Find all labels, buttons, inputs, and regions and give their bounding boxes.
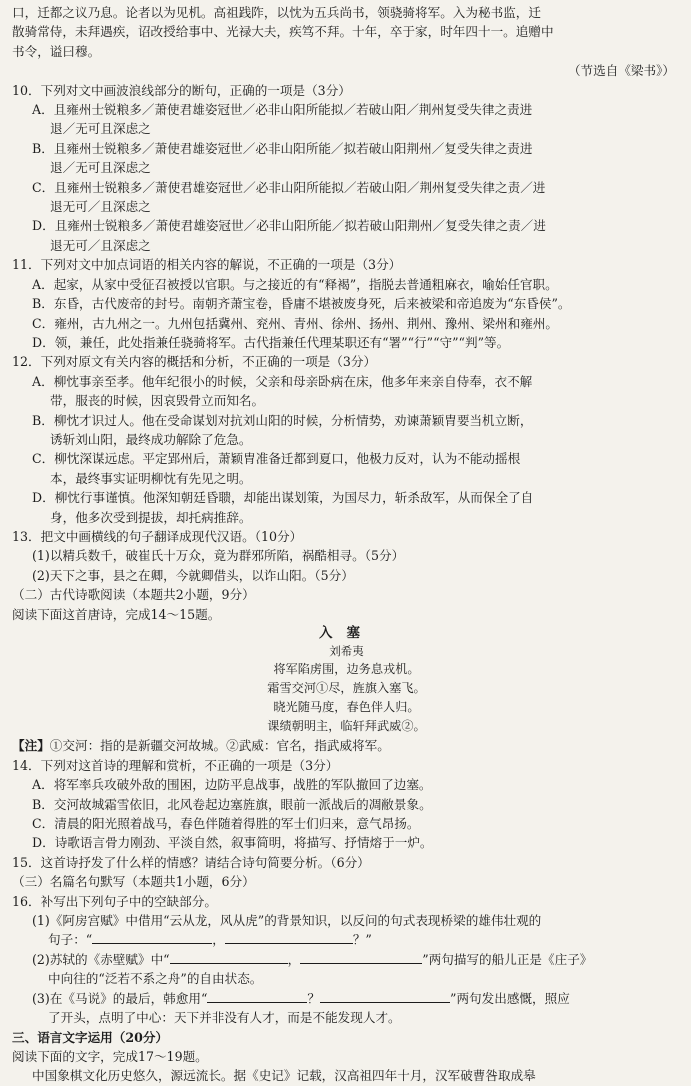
q16-text: ？ [307,990,320,1006]
q10-option-line: 退无可／且深虑之 [50,199,151,215]
part-3-instruction: 阅读下面的文字，完成17～19题。 [12,1048,208,1064]
q12-option-a [12,372,681,411]
note-text: ①交河：指的是新疆交河故城。②武威：官名，指武威将军。 [49,738,390,754]
question-15-stem: 15．这首诗抒发了什么样的情感？请结合诗句简要分析。（6分） [12,854,370,870]
q12-option-line: D．柳忱行事谨慎。他深知朝廷昏聩，却能出谋划策，为国尽力，斩杀敌军，从而保全了自 [32,490,534,506]
poem-note [12,736,681,755]
q14-option-b: B．交河故城霜雪依旧，北风卷起边塞旌旗，眼前一派战后的凋敝景象。 [32,796,432,812]
q16-text: (2)苏轼的《赤壁赋》中“ [32,951,170,967]
part-3-passage-line: 中国象棋文化历史悠久，源远流长。据《史记》记载，汉高祖四年十月，汉军破曹咎取成皋 [32,1068,536,1084]
poem-line: 课绩朝明主，临轩拜武威②。 [267,719,426,734]
q10-option-line: A．且雍州士锐粮多／萧使君雄姿冠世／必非山阳所能拟／若破山阳／荆州复受失律之责进 [32,102,533,118]
q12-option-line: 本，最终事实证明柳忱有先见之明。 [50,470,252,486]
answer-blank[interactable] [170,950,288,964]
question-10-stem: 10．下列对文中画波浪线部分的断句，正确的一项是（3分） [12,82,351,98]
poem-line: 霜雪交河①尽，旌旗入塞飞。 [267,681,426,696]
q12-option-line: A．柳忱事亲至孝。他年纪很小的时候，父亲和母亲卧病在床，他多年来亲自侍奉，衣不解 [32,373,533,389]
passage-line: 散骑常侍，未拜遇疾，诏改授给事中、光禄大夫，疾笃不拜。十年，卒于家，时年四十一。追赠中 [12,24,554,40]
q10-option-d [12,216,681,255]
q14-option-a: A．将军率兵攻破外敌的围困，边防平息战事，战胜的军队撤回了边塞。 [32,777,432,793]
q10-option-a [12,100,681,139]
q12-option-line: C．柳忱深谋远虑。平定郢州后，萧颖胄准备迁都到夏口，他极力反对，认为不能动摇根 [32,451,521,467]
q16-item-2-line [12,950,681,969]
poem-author: 刘希夷 [329,644,364,659]
q12-option-line: 带，服丧的时候，因哀毁骨立而知名。 [50,393,265,409]
q16-text: ， [212,932,225,948]
question-12-stem: 12．下列对原文有关内容的概括和分析，不正确的一项是（3分） [12,354,377,370]
answer-blank[interactable] [300,950,422,964]
q16-text: ？” [352,932,372,948]
q16-text: ”两句发出感慨，照应 [450,990,570,1006]
q12-option-line: B．柳忱才识过人。他在受命谋划对抗刘山阳的时候，分析情势，劝谏萧颖胄要当机立断， [32,412,533,428]
q16-text: ”两句描写的船儿正是《庄子》 [422,951,593,967]
q14-option-d: D．诗歌语言骨力刚劲、平淡自然，叙事简明，将描写、抒情熔于一炉。 [32,835,433,851]
q16-item-1-answer-line [12,930,681,949]
question-16-stem: 16．补写出下列句子中的空缺部分。 [12,893,217,909]
answer-blank[interactable] [320,989,450,1003]
q11-option-c: C．雍州，古九州之一。九州包括冀州、兖州、青州、徐州、扬州、荆州、豫州、梁州和雍州。 [32,315,558,331]
answer-blank[interactable] [92,930,212,944]
q10-option-line: B．且雍州士锐粮多／萧使君雄姿冠世／必非山阳所能／拟若破山阳荆州／复受失律之责进 [32,140,533,156]
q12-option-d [12,488,681,527]
q16-text: ， [287,951,301,967]
q12-option-line: 诱斩刘山阳，最终成功解除了危急。 [50,431,252,447]
poem-block [12,624,681,736]
q14-option-c: C．清晨的阳光照着战马，春色伴随着得胜的军士们归来，意气昂扬。 [32,816,420,832]
q13-item-1: (1)以精兵数千，破崔氏十万众，竟为群邪所陷，祸酷相寻。（5分） [32,548,405,564]
poem-title: 入塞 [319,625,374,641]
question-13-stem: 13．把文中画横线的句子翻译成现代汉语。（10分） [12,528,303,544]
q11-option-d: D．领，兼任，此处指兼任骁骑将军。古代指兼任代理某职还有“署”“行”“守”“判”等。 [32,334,510,350]
q16-text: 句子：“ [48,932,93,948]
q10-option-c [12,178,681,217]
passage-source: （节选自《梁书》） [567,63,675,79]
passage-line: 书令，谥曰穆。 [12,43,101,59]
q11-option-b: B．东昏，古代废帝的封号。南朝齐萧宝卷，昏庸不堪被废身死，后来被梁和帝追废为“东昏侯”。 [32,296,571,312]
section-2-instruction: 阅读下面这首唐诗，完成14～15题。 [12,606,221,622]
q16-item-3-cont: 了开头，点明了中心：天下并非没有人才，而是不能发现人才。 [48,1010,401,1026]
q10-option-line: D．且雍州士锐粮多／萧使君雄姿冠世／必非山阳所能／拟若破山阳荆州／复受失律之责／进 [32,218,546,234]
q12-option-c [12,449,681,488]
q10-option-line: C．且雍州士锐粮多／萧使君雄姿冠世／必非山阳所能拟／若破山阳／荆州复受失律之责／进 [32,179,546,195]
note-label: 【注】 [12,738,50,754]
question-14-stem: 14．下列对这首诗的理解和赏析，不正确的一项是（3分） [12,757,339,773]
poem-line: 晓光随马度，春色伴人归。 [273,700,420,715]
q12-option-line: 身，他多次受到提拔，却托病推辞。 [50,509,252,525]
question-11-stem: 11．下列对文中加点词语的相关内容的解说，不正确的一项是（3分） [12,257,402,273]
q10-option-b [12,139,681,178]
q10-option-line: 退／无可且深虑之 [50,121,151,137]
part-3-heading: 三、语言文字运用（20分） [12,1029,169,1045]
answer-blank[interactable] [225,930,353,944]
poem-line: 将军陷虏围，边务息戎机。 [273,662,420,677]
q12-option-b [12,411,681,450]
q16-item-1-line: (1)《阿房宫赋》中借用“云从龙，风从虎”的背景知识，以反问的句式表现桥梁的雄伟壮观的 [32,913,542,929]
q16-text: (3)在《马说》的最后，韩愈用“ [32,990,208,1006]
section-3-heading: （三）名篇名句默写（本题共1小题，6分） [12,874,255,890]
q10-option-line: 退无可／且深虑之 [50,237,151,253]
q13-item-2: (2)天下之事，县之在卿，今就卿借头，以诈山阳。（5分） [32,567,354,583]
section-2-heading: （二）古代诗歌阅读（本题共2小题，9分） [12,587,255,603]
q10-option-line: 退／无可且深虑之 [50,160,151,176]
q11-option-a: A．起家，从家中受征召被授以官职。与之接近的有“释褐”，指脱去普通粗麻衣，喻始任官职。 [32,276,558,292]
q16-item-3-line [12,989,681,1008]
passage-line: 口，迁都之议乃息。论者以为见机。高祖践阼，以忱为五兵尚书，领骁骑将军。入为秘书监，迁 [12,5,541,20]
q16-item-2-cont: 中向往的“泛若不系之舟”的自由状态。 [48,971,263,987]
answer-blank[interactable] [207,989,307,1003]
